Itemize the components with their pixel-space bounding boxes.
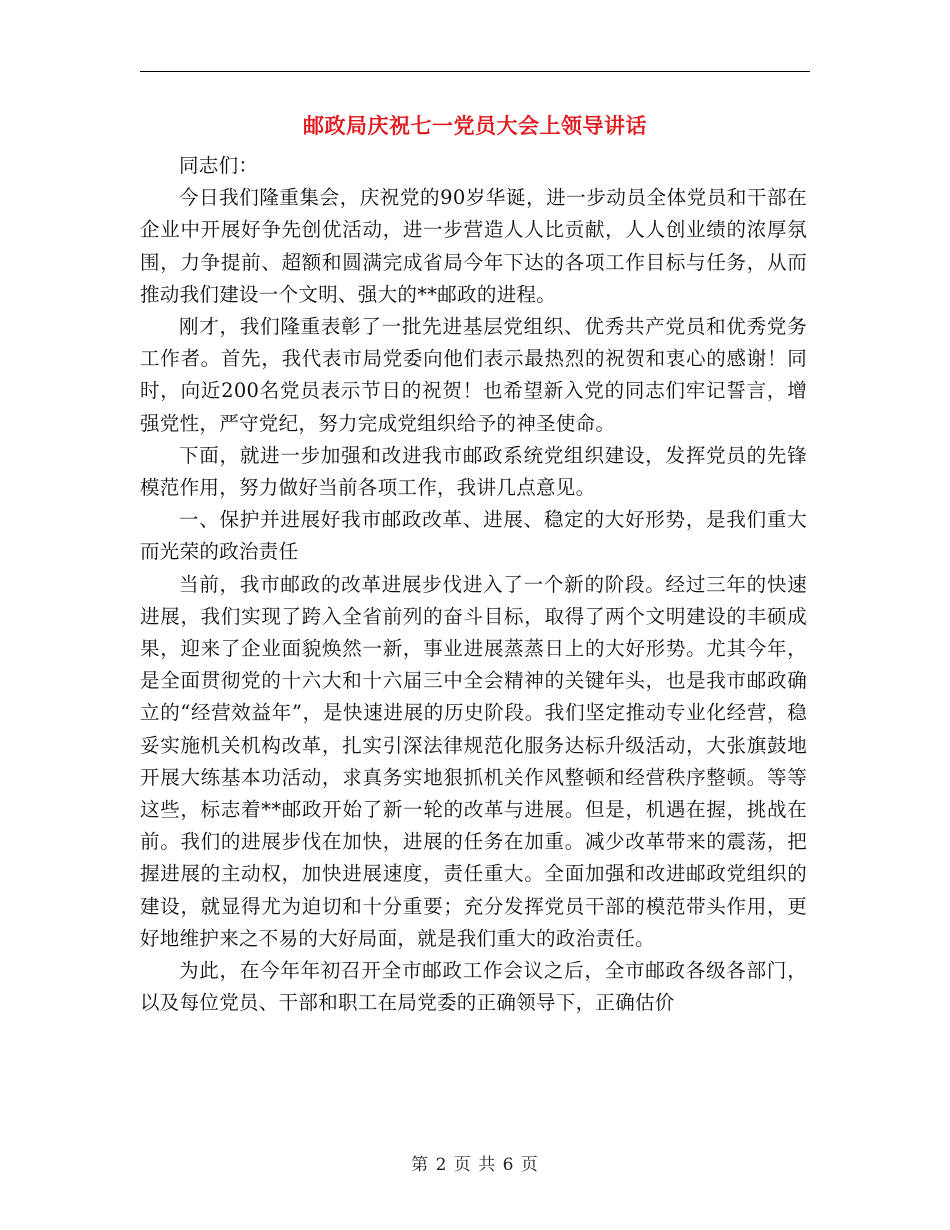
body-paragraph: 为此，在今年年初召开全市邮政工作会议之后，全市邮政各级各部门，以及每位党员、干部和职工在局党委的正确领导下，正确估价 <box>140 959 807 1015</box>
document-title: 邮政局庆祝七一党员大会上领导讲话 <box>303 114 647 138</box>
body-paragraph: 今日我们隆重集会，庆祝党的90岁华诞，进一步动员全体党员和干部在企业中开展好争先创优活动，进一步营造人人比贡献，人人创业绩的浓厚氛围，力争提前、超额和圆满完成省局今年下达的各项工作目标与任务，从而推动我们建设一个文明、强大的**邮政的进程。 <box>140 186 807 306</box>
body-paragraph: 下面，就进一步加强和改进我市邮政系统党组织建设，发挥党员的先锋模范作用，努力做好当前各项工作，我讲几点意见。 <box>140 443 807 500</box>
header-rule <box>140 71 810 72</box>
body-paragraph: 当前，我市邮政的改革进展步伐进入了一个新的阶段。经过三年的快速进展，我们实现了跨入全省前列的奋斗目标，取得了两个文明建设的丰硕成果，迎来了企业面貌焕然一新，事业进展蒸蒸日上的大好形势。尤其今年，是全面贯彻党的十六大和十六届三中全会精神的关键年头，也是我市邮政确立的“经营效益年”，是快速进展的历史阶段。我们坚定推动专业化经营，稳妥实施机关机构改革，扎实引深法律规范化服务达标升级活动，大张旗鼓地开展大练基本功活动，求真务实地狠抓机关作风整顿和经营秩序整顿。等等这些，标志着**邮政开始了新一轮的改革与进展。但是，机遇在握，挑战在前。我们的进展步伐在加快，进展的任务在加重。减少改革带来的震荡，把握进展的主动权，加快进展速度，责任重大。全面加强和改进邮政党组织的建设，就显得尤为迫切和十分重要；充分发挥党员干部的模范带头作用，更好地维护来之不易的大好局面，就是我们重大的政治责任。 <box>140 572 807 950</box>
page-number: 第 2 页 共 6 页 <box>411 1155 539 1175</box>
section-heading: 一、保护并进展好我市邮政改革、进展、稳定的大好形势，是我们重大而光荣的政治责任 <box>140 508 807 564</box>
document-body <box>140 150 807 1019</box>
salutation: 同志们： <box>179 154 259 177</box>
body-paragraph: 刚才，我们隆重表彰了一批先进基层党组织、优秀共产党员和优秀党务工作者。首先，我代表市局党委向他们表示最热烈的祝贺和衷心的感谢！同时，向近200名党员表示节日的祝贺！也希望新入党的同志们牢记誓言，增强党性，严守党纪，努力完成党组织给予的神圣使命。 <box>140 315 807 435</box>
